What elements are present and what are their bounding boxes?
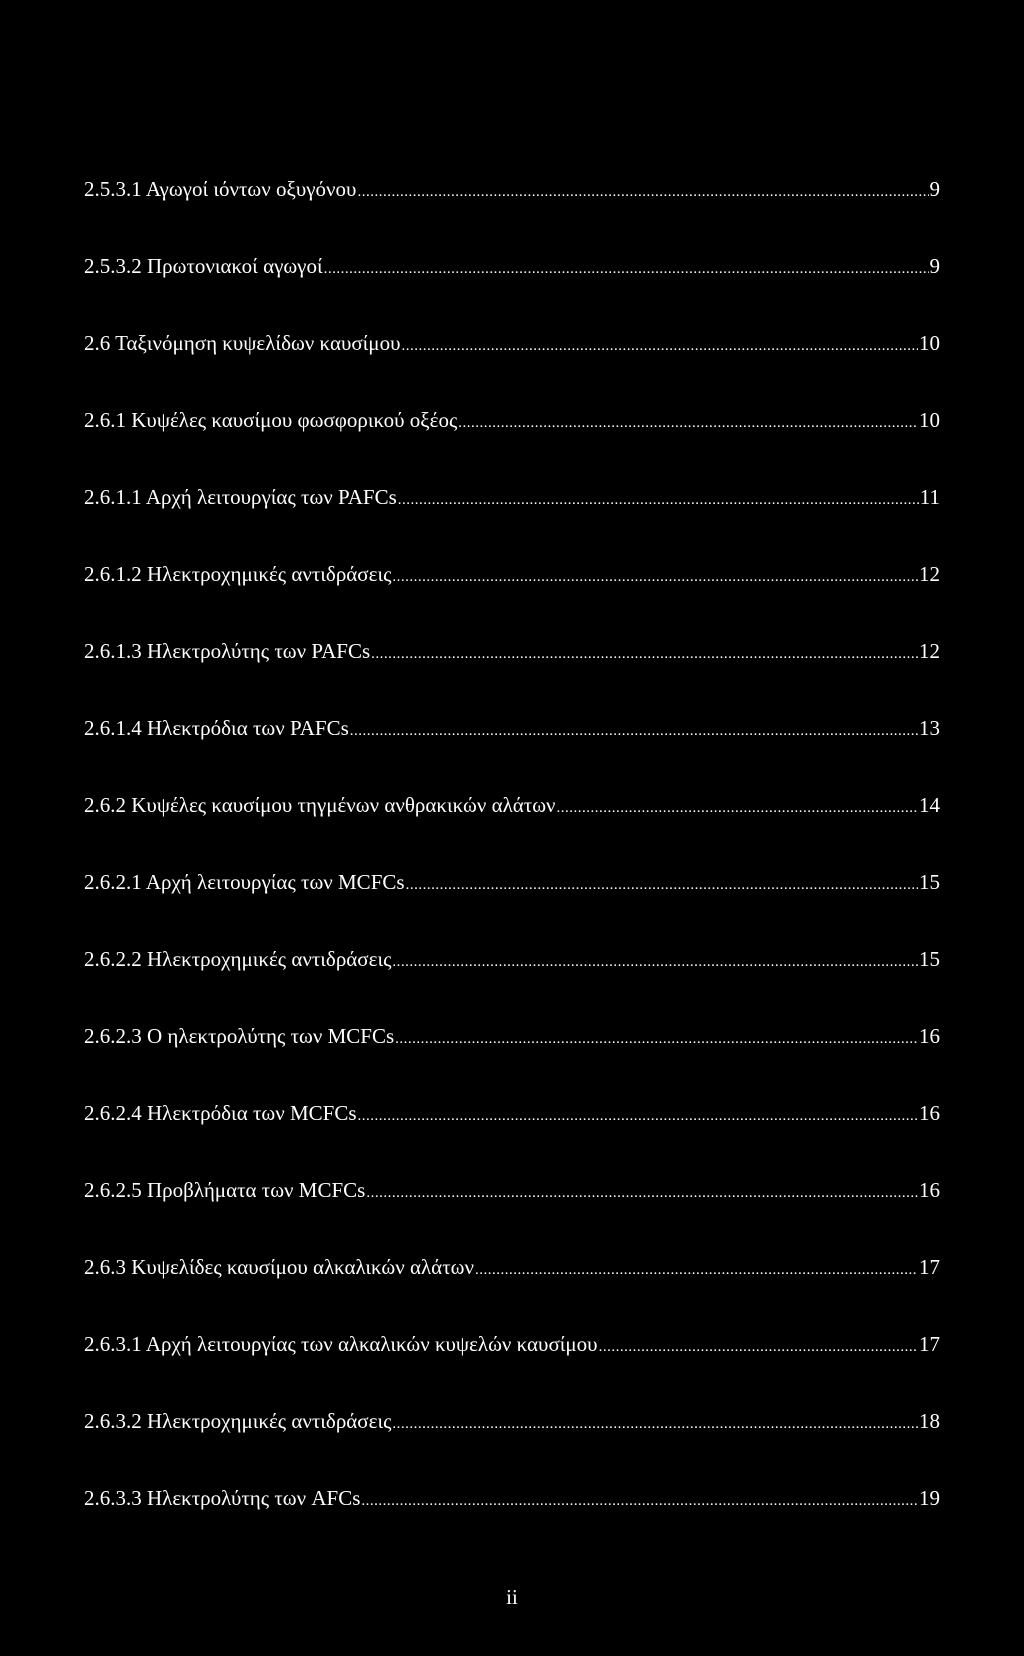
toc-entry-title: 2.6 Ταξινόμηση κυψελίδων καυσίμου — [84, 331, 401, 355]
toc-entry-title: 2.6.2.2 Ηλεκτροχημικές αντιδράσεις — [84, 947, 392, 971]
toc-entry-title: 2.6.3 Κυψελίδες καυσίμου αλκαλικών αλάτων — [84, 1255, 474, 1279]
toc-leader-dots — [371, 637, 918, 671]
toc-entry-title: 2.6.3.2 Ηλεκτροχημικές αντιδράσεις — [84, 1409, 392, 1433]
toc-leader-dots — [392, 1407, 918, 1441]
toc-entry-page: 18 — [919, 1409, 940, 1433]
toc-leader-dots — [401, 329, 918, 363]
toc-entry-page: 19 — [919, 1486, 940, 1510]
toc-entry-title: 2.5.3.2 Πρωτονιακοί αγωγοί — [84, 254, 323, 278]
toc-entry-title: 2.6.2.3 Ο ηλεκτρολύτης των MCFCs — [84, 1024, 395, 1048]
toc-entry-page: 10 — [919, 331, 940, 355]
toc-leader-dots — [357, 175, 928, 209]
toc-entry — [84, 557, 940, 634]
toc-leader-dots — [475, 1253, 918, 1287]
toc-entry — [84, 1481, 940, 1558]
toc-entry — [84, 788, 940, 865]
toc-entry-title: 2.6.1.1 Αρχή λειτουργίας των PAFCs — [84, 485, 397, 509]
toc-entry — [84, 1327, 940, 1404]
toc-leader-dots — [599, 1330, 918, 1364]
toc-entry — [84, 403, 940, 480]
toc-entry-page: 16 — [919, 1024, 940, 1048]
toc-entry — [84, 1019, 940, 1096]
toc-entry-title: 2.6.1.2 Ηλεκτροχημικές αντιδράσεις — [84, 562, 392, 586]
toc-entry — [84, 480, 940, 557]
toc-entry-page: 9 — [929, 177, 940, 201]
toc-entry-page: 10 — [919, 408, 940, 432]
toc-entry-page: 16 — [919, 1178, 940, 1202]
toc-entry — [84, 711, 940, 788]
toc-entry-title: 2.6.2.1 Αρχή λειτουργίας των MCFCs — [84, 870, 405, 894]
toc-leader-dots — [324, 252, 929, 286]
page-number: ii — [506, 1585, 518, 1609]
toc-leader-dots — [557, 791, 918, 825]
toc-leader-dots — [350, 714, 918, 748]
toc-entry-page: 17 — [919, 1332, 940, 1356]
toc-leader-dots — [395, 1022, 918, 1056]
toc-entry-page: 12 — [919, 639, 940, 663]
toc-entry-title: 2.6.2.5 Προβλήματα των MCFCs — [84, 1178, 366, 1202]
toc-entry — [84, 1250, 940, 1327]
toc-entry-page: 11 — [919, 485, 940, 509]
toc-leader-dots — [392, 945, 918, 979]
toc-entry — [84, 865, 940, 942]
toc-entry-page: 16 — [919, 1101, 940, 1125]
toc-entry-title: 2.6.3.1 Αρχή λειτουργίας των αλκαλικών κυψελών καυσίμου — [84, 1332, 598, 1356]
toc-entry-page: 17 — [919, 1255, 940, 1279]
toc-entry — [84, 1404, 940, 1481]
toc-entry-page: 9 — [929, 254, 940, 278]
toc-entry-title: 2.6.1.3 Ηλεκτρολύτης των PAFCs — [84, 639, 371, 663]
table-of-contents — [84, 172, 940, 1558]
toc-leader-dots — [361, 1484, 918, 1518]
toc-leader-dots — [406, 868, 918, 902]
toc-entry-title: 2.6.2 Κυψέλες καυσίμου τηγμένων ανθρακικών αλάτων — [84, 793, 556, 817]
toc-leader-dots — [358, 1099, 918, 1133]
toc-entry-title: 2.6.1 Κυψέλες καυσίμου φωσφορικού οξέος — [84, 408, 458, 432]
toc-entry-page: 13 — [919, 716, 940, 740]
toc-entry — [84, 326, 940, 403]
toc-leader-dots — [392, 560, 918, 594]
toc-entry — [84, 172, 940, 249]
toc-entry-page: 12 — [919, 562, 940, 586]
toc-entry — [84, 634, 940, 711]
toc-entry-page: 14 — [919, 793, 940, 817]
toc-entry-page: 15 — [919, 947, 940, 971]
toc-entry — [84, 1173, 940, 1250]
toc-entry-title: 2.6.2.4 Ηλεκτρόδια των MCFCs — [84, 1101, 357, 1125]
toc-leader-dots — [366, 1176, 918, 1210]
toc-entry-title: 2.5.3.1 Αγωγοί ιόντων οξυγόνου — [84, 177, 357, 201]
toc-entry — [84, 249, 940, 326]
toc-leader-dots — [458, 406, 918, 440]
toc-entry — [84, 942, 940, 1019]
toc-entry — [84, 1096, 940, 1173]
toc-leader-dots — [398, 483, 919, 517]
toc-entry-page: 15 — [919, 870, 940, 894]
toc-entry-title: 2.6.1.4 Ηλεκτρόδια των PAFCs — [84, 716, 349, 740]
toc-entry-title: 2.6.3.3 Ηλεκτρολύτης των AFCs — [84, 1486, 361, 1510]
